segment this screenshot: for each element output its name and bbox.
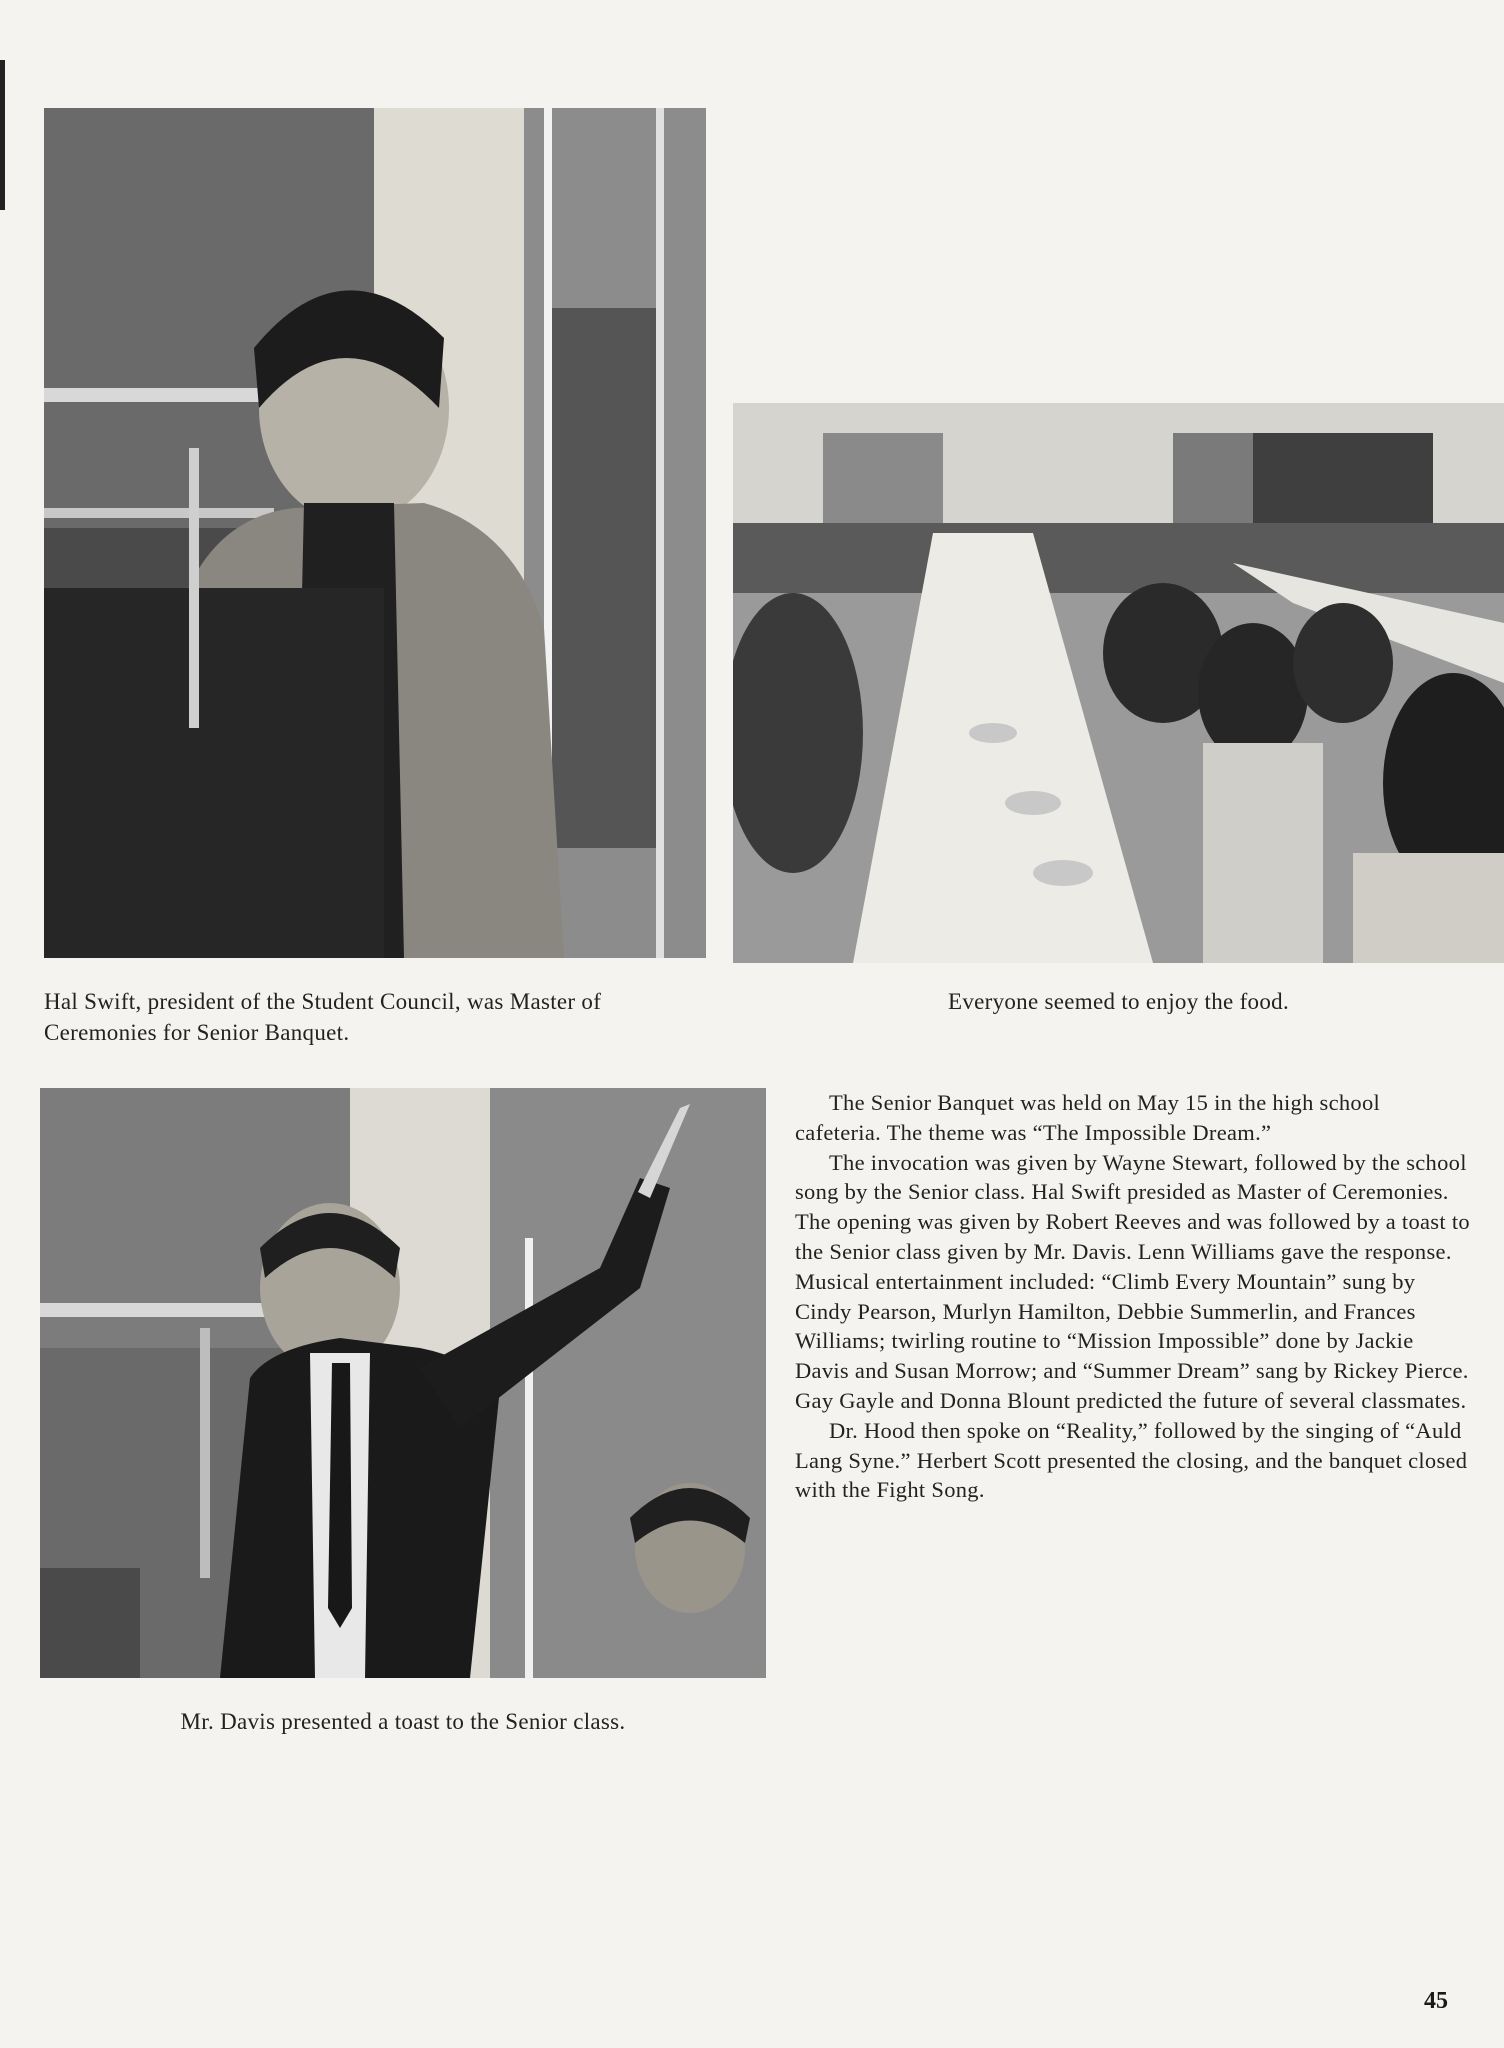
article-paragraph-2: The invocation was given by Wayne Stewart, followed by the school song by the Senior class. Hal Swift presided as Master of Ceremonies. The opening was given by Robert Reeves and was followed by a toast to the Senior class given by Mr. Davis. Lenn Williams gave the response. Musical entertainment included: “Climb Every Mountain” sung by Cindy Pearson, Murlyn Hamilton, Debbie Summerlin, and Frances Williams; twirling routine to “Mission Impossible” done by Jackie Davis and Susan Morrow; and “Summer Dream” sang by Rickey Pierce. Gay Gayle and Donna Blount predicted the future of several classmates. (795, 1149, 1470, 1413)
caption-mr-davis: Mr. Davis presented a toast to the Senior class. (180, 1709, 626, 1734)
binding-edge (0, 60, 5, 210)
photo-mr-davis (40, 1088, 766, 1678)
page-number: 45 (1424, 1988, 1448, 2014)
caption-hal-swift: Hal Swift, president of the Student Council, was Master of Ceremonies for Senior Banquet. (44, 989, 602, 1045)
banquet-article (795, 1088, 1470, 1505)
photo-hal-swift-image (44, 108, 706, 958)
caption-banquet-tables: Everyone seemed to enjoy the food. (947, 989, 1290, 1014)
article-paragraph-3: Dr. Hood then spoke on “Reality,” followed by the singing of “Auld Lang Syne.” Herbert Scott presented the closing, and the banquet closed with the Fight Song. (795, 1417, 1468, 1503)
photo-banquet-tables-image (733, 403, 1504, 963)
photo-mr-davis-image (40, 1088, 766, 1678)
photo-hal-swift (44, 108, 706, 958)
article-paragraph-1: The Senior Banquet was held on May 15 in the high school cafeteria. The theme was “The Impossible Dream.” (795, 1090, 1381, 1145)
photo-banquet-tables (733, 403, 1504, 963)
